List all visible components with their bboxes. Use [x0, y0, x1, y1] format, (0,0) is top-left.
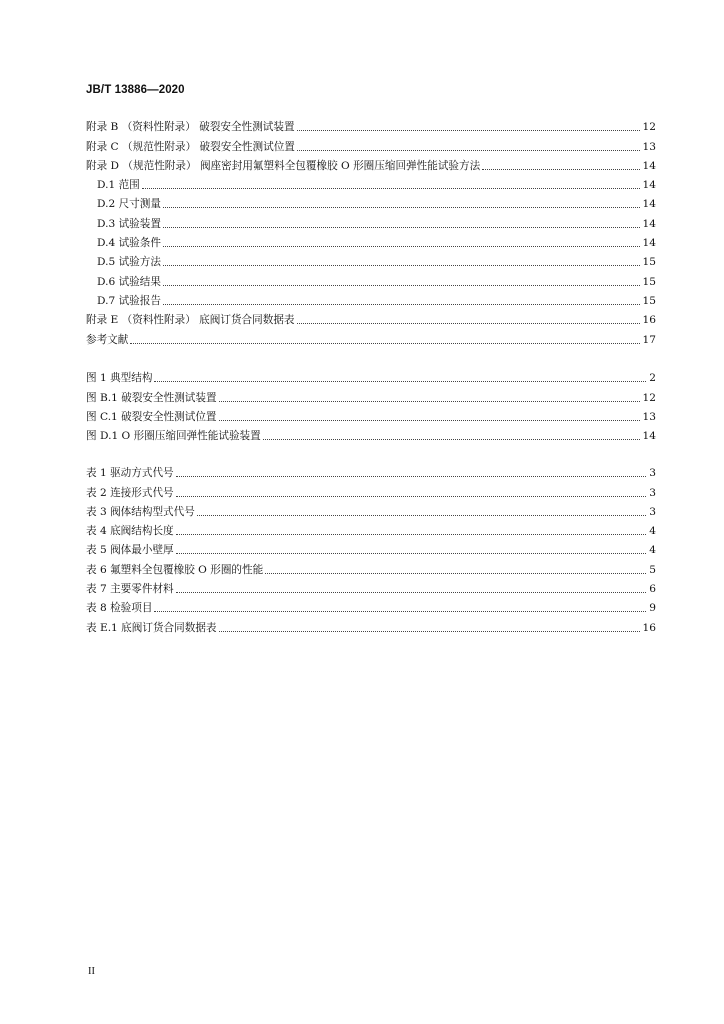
toc-entry-label: 图 C.1 破裂安全性测试位置: [86, 410, 217, 423]
toc-dot-leader: [297, 322, 640, 324]
toc-entry-label: D.3 试验装置: [97, 217, 161, 230]
toc-entry-page: 14: [642, 198, 656, 211]
toc-entry-label: 表 6 氟塑料全包覆橡胶 O 形圈的性能: [86, 563, 264, 576]
toc-entry-label: 附录 C （规范性附录） 破裂安全性测试位置: [86, 140, 295, 153]
toc-entry-page: 12: [642, 121, 656, 134]
toc-dot-leader: [163, 284, 640, 286]
toc-entry-label: 表 7 主要零件材料: [86, 583, 174, 596]
toc-entry-page: 16: [642, 621, 656, 634]
toc-table-entry[interactable]: [86, 615, 656, 634]
toc-table-entry[interactable]: [86, 596, 656, 615]
toc-dot-leader: [163, 264, 640, 266]
toc-entry-page: 15: [642, 256, 656, 269]
toc-entry-page: 9: [649, 602, 656, 615]
toc-dot-leader: [176, 552, 647, 554]
toc-entry[interactable]: [86, 134, 656, 153]
toc-entry-label: 表 2 连接形式代号: [86, 486, 174, 499]
toc-entry-page: 14: [642, 159, 656, 172]
toc-entry-label: 图 1 典型结构: [86, 372, 153, 385]
document-id: JB/T 13886—2020: [86, 84, 185, 96]
toc-entry-page: 16: [642, 314, 656, 327]
toc-figure-entry[interactable]: [86, 366, 656, 385]
toc-entry[interactable]: [86, 231, 656, 250]
toc-entry[interactable]: [86, 192, 656, 211]
toc-figures-section: [86, 366, 656, 443]
toc-entry-page: 3: [649, 467, 656, 480]
toc-dot-leader: [297, 129, 640, 131]
toc-dot-leader: [142, 187, 640, 189]
toc-dot-leader: [163, 245, 640, 247]
toc-entry-label: D.5 试验方法: [97, 256, 161, 269]
toc-entry-label: 图 B.1 破裂安全性测试装置: [86, 391, 217, 404]
toc-table-entry[interactable]: [86, 577, 656, 596]
toc-entry-label: 参考文献: [86, 333, 129, 346]
toc-dot-leader: [163, 226, 640, 228]
toc-entry-page: 14: [642, 430, 656, 443]
toc-entry[interactable]: [86, 308, 656, 327]
toc-entry-label: 表 1 驱动方式代号: [86, 467, 174, 480]
toc-entry-page: 17: [642, 333, 656, 346]
toc-figure-entry[interactable]: [86, 424, 656, 443]
toc-entry[interactable]: [86, 173, 656, 192]
toc-table-entry[interactable]: [86, 557, 656, 576]
toc-dot-leader: [297, 149, 640, 151]
toc-dot-leader: [154, 610, 646, 612]
toc-entry-label: D.4 试验条件: [97, 237, 161, 250]
toc-entry[interactable]: [86, 211, 656, 230]
toc-figure-entry[interactable]: [86, 385, 656, 404]
toc-dot-leader: [154, 380, 646, 382]
toc-entry-label: 附录 E （资料性附录） 底阀订货合同数据表: [86, 314, 295, 327]
toc-entry-label: 表 4 底阀结构长度: [86, 525, 174, 538]
toc-entry-label: D.1 范围: [97, 179, 140, 192]
toc-dot-leader: [176, 591, 647, 593]
toc-dot-leader: [263, 438, 640, 440]
toc-dot-leader: [265, 572, 646, 574]
toc-entry-page: 12: [642, 391, 656, 404]
toc-table-entry[interactable]: [86, 461, 656, 480]
toc-entry-label: D.2 尺寸测量: [97, 198, 161, 211]
toc-entry-page: 2: [649, 372, 656, 385]
toc-dot-leader: [219, 400, 640, 402]
toc-entry-label: 表 5 阀体最小壁厚: [86, 544, 174, 557]
toc-entry-page: 14: [642, 237, 656, 250]
toc-entry-label: D.6 试验结果: [97, 275, 161, 288]
toc-dot-leader: [176, 495, 647, 497]
page-number: II: [88, 966, 95, 977]
toc-entry-label: 表 E.1 底阀订货合同数据表: [86, 621, 217, 634]
toc-dot-leader: [163, 206, 640, 208]
toc-dot-leader: [482, 168, 639, 170]
toc-dot-leader: [176, 533, 647, 535]
toc-table-entry[interactable]: [86, 519, 656, 538]
toc-entry-page: 15: [642, 275, 656, 288]
toc-entry-page: 13: [642, 410, 656, 423]
toc-table-entry[interactable]: [86, 480, 656, 499]
toc-dot-leader: [197, 514, 646, 516]
toc-dot-leader: [163, 303, 640, 305]
toc-entry-label: 附录 B （资料性附录） 破裂安全性测试装置: [86, 121, 295, 134]
toc-entry-page: 3: [649, 486, 656, 499]
toc-entry[interactable]: [86, 327, 656, 346]
toc-entry-page: 5: [649, 563, 656, 576]
toc-table-entry[interactable]: [86, 500, 656, 519]
toc-entry-page: 4: [649, 544, 656, 557]
toc-entry[interactable]: [86, 289, 656, 308]
toc-entry-page: 4: [649, 525, 656, 538]
toc-entry-page: 14: [642, 217, 656, 230]
toc-dot-leader: [130, 342, 639, 344]
toc-entry[interactable]: [86, 115, 656, 134]
toc-entry-page: 14: [642, 179, 656, 192]
toc-entry-page: 6: [649, 583, 656, 596]
toc-entry-label: 表 8 检验项目: [86, 602, 153, 615]
toc-entry-page: 3: [649, 505, 656, 518]
toc-figure-entry[interactable]: [86, 405, 656, 424]
toc-main-section: [86, 115, 656, 347]
toc-dot-leader: [219, 630, 640, 632]
toc-entry-label: D.7 试验报告: [97, 294, 161, 307]
toc-dot-leader: [219, 419, 640, 421]
toc-entry[interactable]: [86, 250, 656, 269]
toc-entry[interactable]: [86, 269, 656, 288]
toc-tables-section: [86, 461, 656, 635]
toc-entry-label: 附录 D （规范性附录） 阀座密封用氟塑料全包覆橡胶 O 形圈压缩回弹性能试验方法: [86, 159, 481, 172]
toc-table-entry[interactable]: [86, 538, 656, 557]
toc-entry-label: 表 3 阀体结构型式代号: [86, 505, 195, 518]
toc-entry[interactable]: [86, 154, 656, 173]
toc-dot-leader: [176, 475, 647, 477]
toc-entry-page: 13: [642, 140, 656, 153]
toc-entry-page: 15: [642, 294, 656, 307]
toc-entry-label: 图 D.1 O 形圈压缩回弹性能试验装置: [86, 430, 261, 443]
